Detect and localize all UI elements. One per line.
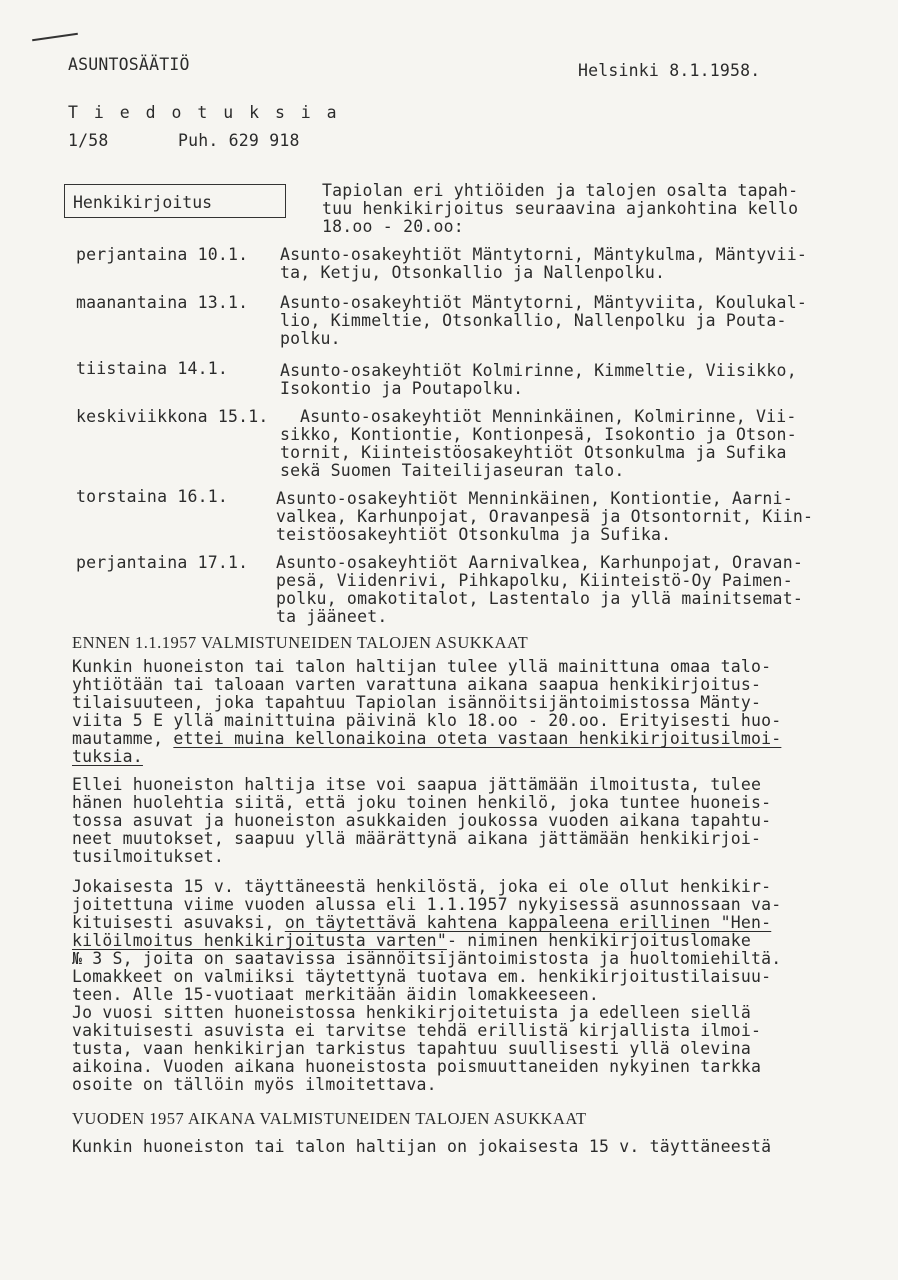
underlined-emphasis: ettei muina kellonaikoina oteta vastaan henkikirjoitusilmoi-	[173, 729, 782, 748]
schedule-line: pesä, Viidenrivi, Pihkapolku, Kiinteistö-Oy Paimen-	[276, 571, 793, 590]
paragraph-line	[72, 914, 771, 931]
schedule-line: Asunto-osakeyhtiöt Menninkäinen, Kontiontie, Aarni-	[276, 489, 793, 508]
schedule-line: ta jääneet.	[276, 607, 388, 626]
topic-label: Henkikirjoitus	[73, 193, 213, 212]
schedule-day: maanantaina 13.1.	[76, 293, 249, 312]
paragraph-line: hänen huolehtia siitä, että joku toinen henkilö, joka tuntee huoneis-	[72, 793, 772, 812]
paragraph-line: joitettuna viime vuoden alussa eli 1.1.1957 nykyisessä asunnossaan va-	[72, 895, 782, 914]
schedule-day: perjantaina 10.1.	[76, 245, 249, 264]
schedule-day: torstaina 16.1.	[76, 487, 229, 506]
paragraph-line: tilaisuuteen, joka tapahtuu Tapiolan isännöitsijäntoimistossa Mänty-	[72, 693, 762, 712]
schedule-line: polku.	[280, 329, 341, 348]
paragraph-line	[72, 730, 781, 747]
topic-box	[64, 184, 286, 218]
paragraph-text: kituisesti asuvaksi,	[72, 913, 285, 932]
schedule-line: valkea, Karhunpojat, Oravanpesä ja Otsontornit, Kiin-	[276, 507, 814, 526]
paragraph-line	[72, 932, 751, 949]
schedule-line: ta, Ketju, Otsonkallio ja Nallenpolku.	[280, 263, 666, 282]
underlined-emphasis: tuksia.	[72, 747, 143, 766]
place-date: Helsinki 8.1.1958.	[578, 61, 761, 80]
issue-number: 1/58	[68, 131, 109, 150]
schedule-line: Isokontio ja Poutapolku.	[280, 379, 524, 398]
schedule-day: perjantaina 17.1.	[76, 553, 249, 572]
schedule-line: polku, omakotitalot, Lastentalo ja yllä mainitsemat-	[276, 589, 803, 608]
underlined-emphasis: on täytettävä kahtena kappaleena erillinen "Hen-	[284, 913, 772, 932]
pen-mark	[32, 33, 78, 41]
paragraph-line: yhtiötään tai taloaan varten varattuna aikana saapua henkikirjoitus-	[72, 675, 762, 694]
schedule-day: tiistaina 14.1.	[76, 359, 229, 378]
paragraph-text: mautamme,	[72, 729, 174, 748]
underlined-emphasis: kilöilmoitus henkikirjoitusta varten"	[72, 931, 447, 950]
schedule-line: Asunto-osakeyhtiöt Kolmirinne, Kimmeltie, Viisikko,	[280, 361, 797, 380]
section-heading: VUODEN 1957 AIKANA VALMISTUNEIDEN TALOJEN ASUKKAAT	[72, 1109, 587, 1128]
schedule-line: Asunto-osakeyhtiöt Aarnivalkea, Karhunpojat, Oravan-	[276, 553, 803, 572]
paragraph-line: viita 5 E yllä mainittuina päivinä klo 18.oo - 20.oo. Erityisesti huo-	[72, 711, 782, 730]
paragraph-line: vakituisesti asuvista ei tarvitse tehdä erillistä kirjallista ilmoi-	[72, 1021, 762, 1040]
schedule-day: keskiviikkona 15.1.	[76, 407, 269, 426]
intro-line: Tapiolan eri yhtiöiden ja talojen osalta tapah-	[322, 181, 799, 200]
phone-number: Puh. 629 918	[178, 131, 300, 150]
paragraph-line: № 3 S, joita on saatavissa isännöitsijäntoimistosta ja huoltomiehiltä.	[72, 949, 782, 968]
schedule-line: sekä Suomen Taiteilijaseuran talo.	[280, 461, 625, 480]
schedule-line: sikko, Kontiontie, Kontionpesä, Isokontio ja Otson-	[280, 425, 797, 444]
paragraph-line: osoite on tällöin myös ilmoitettava.	[72, 1075, 437, 1094]
schedule-line: tornit, Kiinteistöosakeyhtiöt Otsonkulma ja Sufika	[280, 443, 787, 462]
intro-line: 18.oo - 20.oo:	[322, 217, 464, 236]
schedule-line: teistöosakeyhtiöt Otsonkulma ja Sufika.	[276, 525, 672, 544]
bulletin-title: T i e d o t u k s i a	[68, 103, 340, 122]
paragraph-line: Kunkin huoneiston tai talon haltijan on jokaisesta 15 v. täyttäneestä	[72, 1137, 772, 1156]
schedule-line: Asunto-osakeyhtiöt Mäntytorni, Mäntykulma, Mäntyvii-	[280, 245, 807, 264]
org-name: ASUNTOSÄÄTIÖ	[68, 55, 190, 74]
schedule-line: Asunto-osakeyhtiöt Menninkäinen, Kolmirinne, Vii-	[300, 407, 797, 426]
paragraph-line: teen. Alle 15-vuotiaat merkitään äidin lomakkeeseen.	[72, 985, 599, 1004]
schedule-line: lio, Kimmeltie, Otsonkallio, Nallenpolku ja Pouta-	[280, 311, 787, 330]
paragraph-text: - niminen henkikirjoituslomake	[446, 931, 751, 950]
schedule-line: Asunto-osakeyhtiöt Mäntytorni, Mäntyviita, Koulukal-	[280, 293, 807, 312]
paragraph-line: Ellei huoneiston haltija itse voi saapua jättämään ilmoitusta, tulee	[72, 775, 762, 794]
section-heading: ENNEN 1.1.1957 VALMISTUNEIDEN TALOJEN ASUKKAAT	[72, 633, 529, 652]
paragraph-line: tusilmoitukset.	[72, 847, 225, 866]
paragraph-line: tossa asuvat ja huoneiston asukkaiden joukossa vuoden aikana tapahtu-	[72, 811, 772, 830]
paragraph-line: aikoina. Vuoden aikana huoneistosta poismuuttaneiden nykyinen tarkka	[72, 1057, 762, 1076]
paragraph-line: Kunkin huoneiston tai talon haltijan tulee yllä mainittuna omaa talo-	[72, 657, 772, 676]
paragraph-line: Jokaisesta 15 v. täyttäneestä henkilöstä, joka ei ole ollut henkikir-	[72, 877, 772, 896]
paragraph-line: Lomakkeet on valmiiksi täytettynä tuotava em. henkikirjoitustilaisuu-	[72, 967, 772, 986]
intro-line: tuu henkikirjoitus seuraavina ajankohtina kello	[322, 199, 799, 218]
paragraph-line: tusta, vaan henkikirjan tarkistus tapahtuu suullisesti yllä olevina	[72, 1039, 751, 1058]
paragraph-line: neet muutokset, saapuu yllä määrättynä aikana jättämään henkikirjoi-	[72, 829, 762, 848]
paragraph-line: Jo vuosi sitten huoneistossa henkikirjoitetuista ja edelleen siellä	[72, 1003, 751, 1022]
